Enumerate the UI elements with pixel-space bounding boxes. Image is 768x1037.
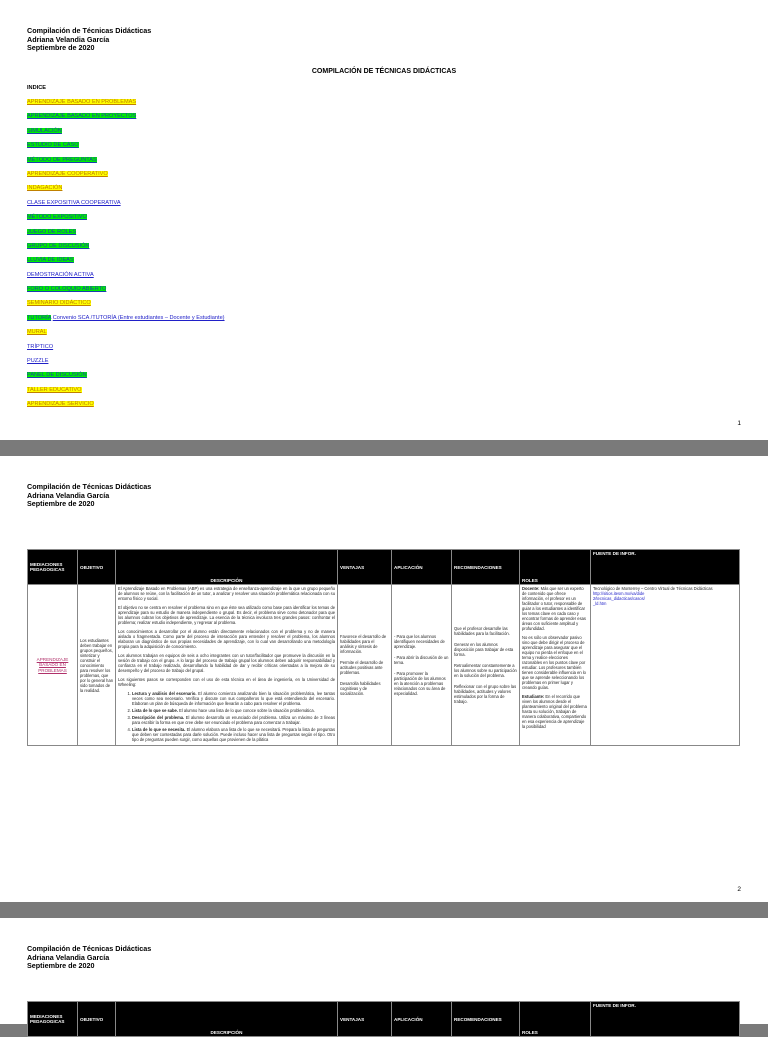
col-recomendaciones: RECOMENDACIONES: [452, 550, 520, 585]
recomendacion-item: Generar en los alumnos disposición para trabajar de esta forma.: [454, 642, 514, 657]
header-title: Compilación de Técnicas Didácticas: [27, 26, 152, 35]
toc-link[interactable]: TUTORÍA: [27, 314, 52, 321]
header-date: Septiembre de 2020: [27, 961, 95, 970]
cell-aplicacion: [392, 585, 452, 746]
header-date: Septiembre de 2020: [27, 499, 95, 508]
desc-paragraph: El Aprendizaje Basado en Problemas (ABP) es una estrategia de enseñanza-aprendizaje en la que un grupo pequeño de alumnos se reúne, con la facilitación de un tutor, a analizar y resolver una situación problemática relacionada con su entorno físico y social.: [118, 586, 335, 601]
header-title: Compilación de Técnicas Didácticas: [27, 944, 152, 953]
role-text: En el recorrido que viven los alumnos desde el planteamiento original del problema hasta su solución, trabajan de manera colaborativa, compartiendo en esa experiencia de aprendizaje la posibilidad: [522, 694, 587, 729]
toc-item: [27, 113, 225, 127]
step-item: [132, 715, 335, 725]
toc-item: [27, 300, 225, 314]
cell-mediacion: [28, 585, 78, 746]
header-author: Adriana Velandia García: [27, 490, 110, 500]
toc-item: [27, 272, 225, 286]
header-date: Septiembre de 2020: [27, 43, 95, 52]
table-header-row: [28, 1002, 740, 1037]
document-title: COMPILACIÓN DE TÉCNICAS DIDÁCTICAS: [311, 68, 457, 75]
col-roles: ROLES: [520, 1002, 591, 1037]
recomendacion-item: Que el profesor desarrolle las habilidades para la facilitación.: [454, 626, 510, 636]
page-header: [27, 945, 151, 971]
col-mediaciones: MEDIACIONES PEDAGOGICAS: [28, 550, 78, 585]
cell-roles: [520, 585, 591, 746]
toc-link[interactable]: MÉTODO EXPOSITIVO: [27, 214, 87, 221]
col-objetivo: OBJETIVO: [78, 1002, 116, 1037]
col-aplicacion: APLICACIÓN: [392, 1002, 452, 1037]
desc-paragraph: Los conocimientos a desarrollar por el alumno están directamente relacionados con el problema y no de manera aislada o fragmentada. Como parte del proceso de interacción para entender y resolver el problema, los alumnos elaboran un diagnóstico de sus propias necesidades de aprendizaje, con lo cual van desarrollando una metodología propia para la adquisición de conocimiento.: [118, 629, 335, 649]
toc-link[interactable]: APRENDIZAJE SERVICIO: [27, 401, 94, 408]
page-header: [27, 27, 151, 53]
col-fuente: FUENTE DE INFOR.: [591, 550, 740, 585]
step-title: Lista de lo que se sabe.: [132, 708, 178, 713]
fuente-link[interactable]: http://sitios.itesm.mx/va/dide2/tecnicas_didacticas/casos/_ld.htm: [593, 591, 645, 606]
page-1: [0, 0, 768, 440]
step-text: El alumno comienza analizando bien la situación problemática, lee tantas veces como sea necesario. Verifica y discute con sus compañeros lo que está entendiendo del escenario. Elaboran un plan de búsqueda de información que llevarán a cabo para resolver el problema.: [132, 691, 335, 706]
technique-link[interactable]: APRENDIZAJE BASADO EN PROBLEMAS: [36, 656, 69, 673]
toc-link[interactable]: JUEGO DE ROLES: [27, 228, 77, 235]
toc-item: [27, 229, 225, 243]
col-fuente: FUENTE DE INFOR.: [591, 1002, 740, 1037]
step-title: Descripción del problema.: [132, 715, 185, 720]
header-title: Compilación de Técnicas Didácticas: [27, 482, 152, 491]
toc-link[interactable]: FORO O COLOQUIO ABIERTO: [27, 286, 107, 293]
toc-item: [27, 171, 225, 185]
toc-item: [27, 401, 225, 415]
toc-link-note[interactable]: Convenio SCA /TUTORÍA (Entre estudiantes – Docente y Estudiante): [52, 314, 225, 321]
toc-link[interactable]: ESTUDIO DE CASO: [27, 142, 79, 149]
toc-item: [27, 286, 225, 300]
col-recomendaciones: RECOMENDACIONES: [452, 1002, 520, 1037]
roles-paragraph: No es sólo un observador pasivo sino que debe dirigir el proceso de aprendizaje para asegurar que el equipo no pierda el enfoque en el tema y realice elecciones razonables en los puntos clave por estudiar. Los profesores también tienen considerable influencia en lo que se aprende seleccionando los problemas en primer lugar y creando guías.: [522, 635, 586, 690]
roles-docente: [522, 586, 588, 631]
col-descripcion: DESCRIPCIÓN: [116, 550, 338, 585]
col-descripcion: DESCRIPCIÓN: [116, 1002, 338, 1037]
objetivo-text: Los estudiantes deben trabajar en grupos pequeños, sintetizar y construir el conocimiento para resolver los problemas, que por lo general han sido tomados de la realidad.: [80, 637, 114, 693]
col-ventajas: VENTAJAS: [338, 550, 392, 585]
recomendacion-item: Retroalimentar constantemente a los alumnos sobre su participación en la solución del problema.: [454, 663, 517, 678]
toc-item: [27, 344, 225, 358]
toc-item: [27, 315, 225, 329]
toc-link[interactable]: CLASE EXPOSITIVA COOPERATIVA: [27, 199, 121, 206]
aplicacion-item: - Para que los alumnos identifiquen necesidades de aprendizaje.: [394, 634, 445, 649]
toc-item: [27, 157, 225, 171]
cell-fuente: [591, 585, 740, 746]
fuente-text: Tecnológico de Monterrey – Centro Virtual de Técnicas Didácticas: [593, 586, 713, 591]
col-mediaciones: MEDIACIONES PEDAGOGICAS: [28, 1002, 78, 1037]
toc-link[interactable]: SIMULACIÓN: [27, 127, 62, 134]
toc-item: [27, 387, 225, 401]
ventaja-item: Favorece el desarrollo de habilidades para el análisis y síntesis de información.: [340, 634, 387, 654]
toc-link[interactable]: INDAGACIÓN: [27, 185, 63, 192]
toc-link[interactable]: LLUVIA DE IDEAS: [27, 257, 74, 264]
ventaja-item: Desarrolla habilidades cognitivas y de socialización.: [340, 681, 381, 696]
cell-objetivo: [78, 585, 116, 746]
step-item: [132, 691, 335, 706]
desc-paragraph: El objetivo no se centra en resolver el problema sino en que éste sea utilizado como base para identificar los temas de aprendizaje para su estudio de manera independiente o grupal. Es decir, el problema sirve como detonador para que los alumnos cubran los objetivos de aprendizaje. La esencia de la técnica involucra tres grandes pasos: confrontar el problema; realizar estudio independiente, y regresar al problema.: [118, 605, 335, 625]
techniques-table: [27, 1001, 740, 1037]
page-number: 1: [737, 420, 741, 427]
toc-link[interactable]: APRENDIZAJE BASADO EN PROBLEMAS: [27, 99, 137, 105]
step-title: Lista de lo que se necesita.: [132, 727, 186, 732]
toc-item: [27, 200, 225, 214]
toc-item: [27, 185, 225, 199]
toc-link[interactable]: DEMOSTRACIÓN ACTIVA: [27, 271, 94, 278]
toc-item: [27, 99, 225, 113]
cell-descripcion: [116, 585, 338, 746]
header-author: Adriana Velandia García: [27, 952, 110, 962]
toc-item: [27, 257, 225, 271]
toc-item: [27, 142, 225, 156]
page-number: 2: [737, 886, 741, 893]
toc-link[interactable]: TRÍPTICO: [27, 343, 54, 350]
toc-link[interactable]: APRENDIZAJE COOPERATIVO: [27, 170, 108, 177]
recomendacion-item: Reflexionar con el grupo sobre las habilidades, actitudes y valores estimulados por la forma de trabajo.: [454, 684, 517, 704]
index-heading: INDICE: [27, 85, 46, 91]
table-of-contents: [27, 99, 225, 416]
toc-item: [27, 243, 225, 257]
col-aplicacion: APLICACIÓN: [392, 550, 452, 585]
col-objetivo: OBJETIVO: [78, 550, 116, 585]
step-item: [132, 727, 335, 742]
step-text: El alumno elabora una lista de lo que se necesitará. Prepara la lista de preguntas que deben ser contestadas para darle solución. Puede incluso hacer una lista de preguntas según el tipo. Otro tipo de preguntas pueden surgir, como aquellas que provienen de la plática: [132, 727, 335, 742]
col-ventajas: VENTAJAS: [338, 1002, 392, 1037]
header-author: Adriana Velandia García: [27, 34, 110, 44]
desc-paragraph: Los alumnos trabajan en equipos de seis a ocho integrantes con un tutor/facilitador que promueve la discusión en la sesión de trabajo con el grupo. A lo largo del proceso de trabajo grupal los alumnos deben adquirir responsabilidad y confianza en el trabajo realizado, desarrollando la habilidad de dar y recibir críticas orientadas a la mejora de su desempeño y del proceso de trabajo del grupal.: [118, 653, 335, 673]
page-header: [27, 483, 151, 509]
table-row: [28, 585, 740, 746]
toc-link[interactable]: PANEL DE DISCUSIÓN: [27, 372, 87, 379]
toc-link[interactable]: MÉTODO DE PREGUNTAS: [27, 156, 97, 163]
step-item: [132, 708, 335, 713]
toc-item: [27, 214, 225, 228]
toc-item: [27, 372, 225, 386]
toc-link[interactable]: MURAL: [27, 329, 47, 336]
aplicacion-item: - Para abrir la discusión de un tema.: [394, 655, 449, 665]
step-text: El alumno hace una lista de lo que conoce sobre la situación problemática.: [177, 708, 315, 713]
table-header-row: [28, 550, 740, 585]
aplicacion-item: - Para promover la participación de los alumnos en la atención a problemas relacionados con su área de especialidad.: [394, 671, 446, 696]
page-3: [0, 918, 768, 1035]
page-2: [0, 456, 768, 902]
col-roles: ROLES: [520, 550, 591, 585]
steps-list: [118, 691, 335, 742]
toc-link[interactable]: TALLER EDUCATIVO: [27, 386, 82, 393]
cell-ventajas: [338, 585, 392, 746]
toc-link[interactable]: PUZZLE: [27, 358, 49, 365]
techniques-table: [27, 549, 740, 746]
cell-recomendaciones: [452, 585, 520, 746]
toc-link[interactable]: APRENDIZAJE BASADO EN PROYECTOS: [27, 113, 137, 120]
toc-link[interactable]: GRUPO DE DISCUSIÓN: [27, 242, 90, 249]
role-label: Estudiante:: [522, 694, 545, 699]
toc-item: [27, 128, 225, 142]
roles-estudiante: [522, 694, 588, 729]
ventaja-item: Permite el desarrollo de actitudes positivas ante problemas.: [340, 660, 384, 675]
role-label: Docente:: [522, 586, 540, 591]
toc-item: [27, 358, 225, 372]
step-title: Lectura y análisis del escenario.: [132, 691, 197, 696]
toc-item: [27, 329, 225, 343]
role-text: Más que ser un experto de contenido que ofrece información, el profesor es un facilitador o tutor, responsable de guiar a los estudiantes a identificar los temas clave en cada caso y encontrar formas de aprender esas áreas con suficiente amplitud y profundidad.: [522, 586, 586, 631]
desc-paragraph: Los siguientes pasos se corresponden con el uso de esta técnica en el área de ingeniería, en la Universidad de Wheeling:: [118, 677, 335, 687]
toc-link[interactable]: SEMINARIO DIDÁCTICO: [27, 300, 91, 307]
step-text: El alumno desarrolla un enunciado del problema. Utiliza un máximo de 3 líneas para escribir la forma en que cree debe ser enunciado el problema para comenzar a trabajar.: [132, 715, 336, 725]
